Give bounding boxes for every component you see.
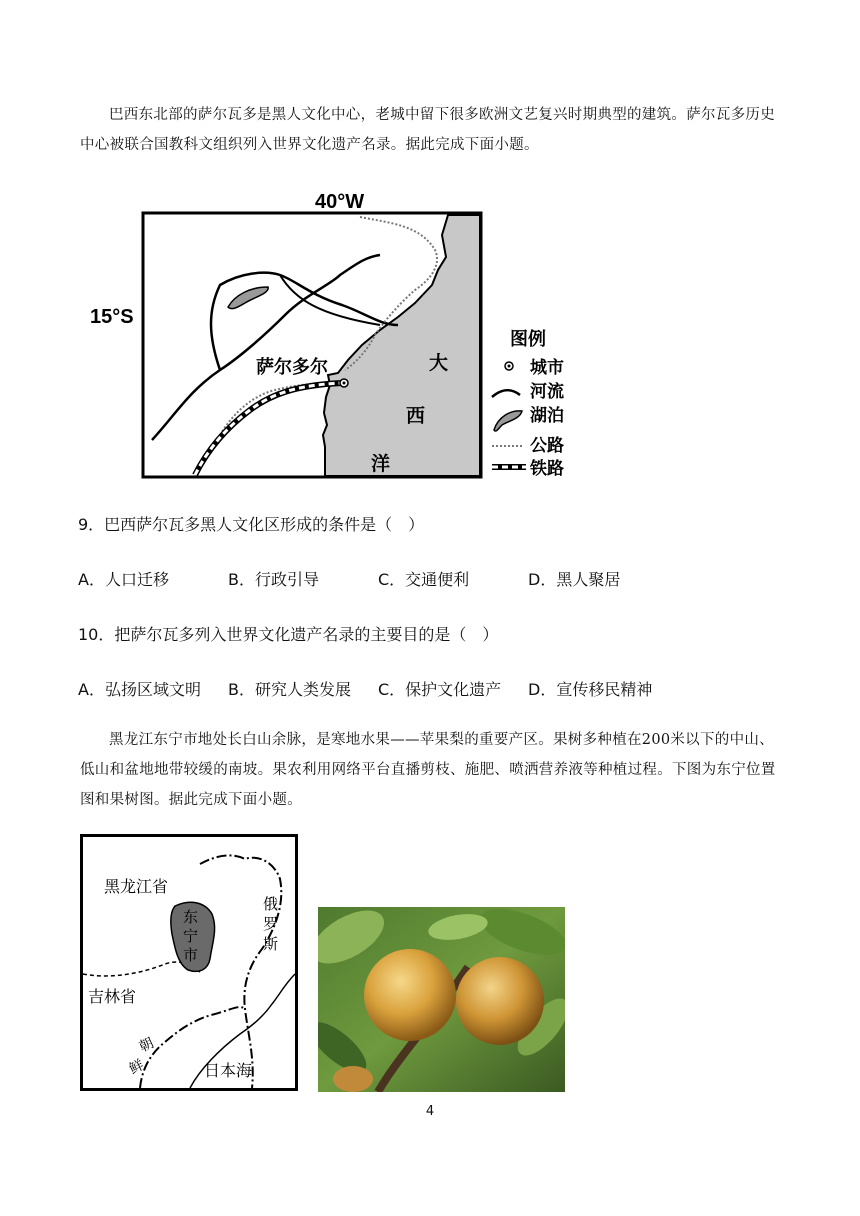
label-russia-1: 俄 [263,895,279,913]
pear-fruit-left [364,949,456,1041]
q10-option-d: D．宣传移民精神 [528,680,653,699]
label-korea-2: 鲜 [126,1057,147,1078]
latitude-label: 15°S [90,306,134,328]
ocean-label-1: 大 [429,352,449,374]
label-russia-3: 斯 [263,935,279,953]
legend-city-label: 城市 [530,358,564,378]
question-10-stem: 10．把萨尔瓦多列入世界文化遗产名录的主要目的是（ ） [78,625,499,644]
intro-paragraph-dongning: 黑龙江东宁市地处长白山余脉，是寒地水果——苹果梨的重要产区。果树多种植在200米以下的中山、低山和盆地地带较缓的南坡。果农利用网络平台直播剪枝、施肥、喷洒营养液等种植过程。下图为东宁位置图和果树图。据此完成下面小题。 [80,732,776,808]
label-korea-1: 朝 [136,1035,157,1056]
question-9-stem: 9．巴西萨尔瓦多黑人文化区形成的条件是（ ） [78,515,425,534]
salvador-map [80,185,600,485]
longitude-label: 40°W [315,191,365,213]
apple-pear-photo [318,907,565,1092]
page-number: 4 [425,1104,435,1119]
legend-lake-icon [494,411,522,431]
q9-option-b: B．行政引导 [228,570,319,589]
legend-river-icon [492,390,520,397]
q10-option-a: A．弘扬区域文明 [78,680,201,699]
legend-river-label: 河流 [530,382,564,402]
ocean-label-3: 洋 [371,453,391,475]
legend-lake-label: 湖泊 [530,406,564,426]
label-russia-2: 罗 [263,915,279,933]
intro-paragraph-salvador: 巴西东北部的萨尔瓦多是黑人文化中心，老城中留下很多欧洲文艺复兴时期典型的建筑。萨尔瓦多历史中心被联合国教科文组织列入世界文化遗产名录。据此完成下面小题。 [80,107,775,153]
label-jilin: 吉林省 [88,987,137,1006]
map-legend [492,328,564,479]
label-japan-sea: 日本海 [204,1061,253,1080]
ocean-label-2: 西 [406,405,426,427]
dongning-location-map [80,834,300,1094]
label-dongning-1: 东 [183,908,199,926]
pear-fruit-right [456,957,544,1045]
q9-option-a: A．人口迁移 [78,570,169,589]
q10-option-c: C．保护文化遗产 [378,680,502,699]
q9-option-c: C．交通便利 [378,570,470,589]
legend-highway-label: 公路 [530,436,564,456]
label-dongning-3: 市 [183,946,199,964]
legend-title: 图例 [510,329,546,350]
q9-option-d: D．黑人聚居 [528,570,621,589]
q10-option-b: B．研究人类发展 [228,680,351,699]
city-salvador-label: 萨尔多尔 [256,357,328,378]
legend-railway-label: 铁路 [530,459,564,479]
label-dongning-2: 宁 [183,927,199,945]
label-heilongjiang: 黑龙江省 [104,877,169,896]
